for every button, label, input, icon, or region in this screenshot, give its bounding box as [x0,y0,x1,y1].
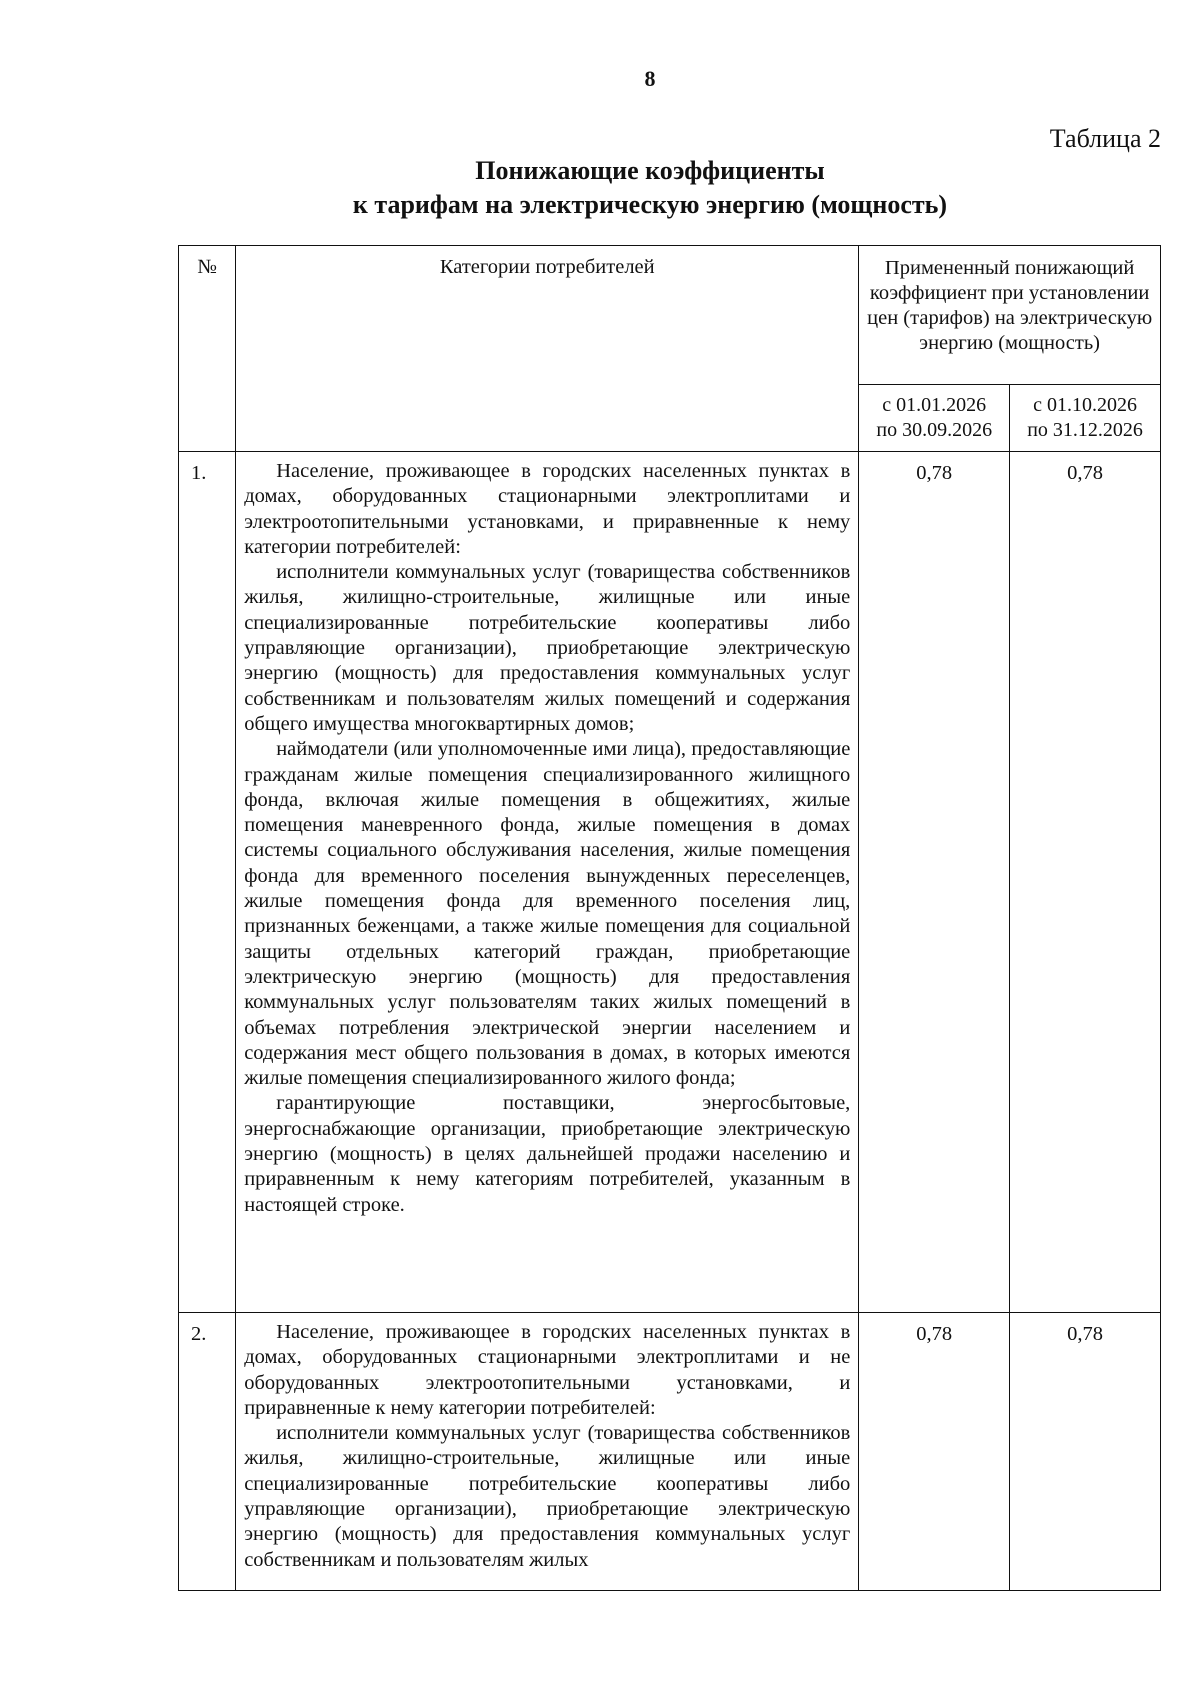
header-category: Категории потребителей [236,246,859,452]
period-2-end: по 31.12.2026 [1027,419,1143,441]
row-category [236,452,859,1313]
period-1-start: с 01.01.2026 [882,394,987,416]
row-number: 2. [179,1313,236,1591]
row-paragraph: исполнители коммунальных услуг (товарищества собственников жилья, жилищно-строительные, жилищные или иные специализированные потребительские кооперативы либо управляющие организации), приобретающие электрическую энергию (мощность) для предоставления коммунальных услуг собственникам и пользователям жилых [244,1422,851,1571]
header-period-1 [859,385,1010,452]
table-row [179,1313,1161,1591]
row-paragraph: Население, проживающее в городских населенных пунктах в домах, оборудованных стационарными электроплитами и электроотопительными установками, и приравненные к нему категории потребителей: [244,460,851,558]
page-title [215,154,1085,222]
row-paragraph: наймодатели (или уполномоченные ими лица), предоставляющие гражданам жилые помещения специализированного жилищного фонда, включая жилые помещения в общежитиях, жилые помещения маневренного фонда, жилые помещения в домах системы социального обслуживания населения, жилые помещения фонда для временного поселения вынужденных переселенцев, жилые помещения фонда для временного поселения лиц, признанных беженцами, а также жилые помещения для социальной защиты отдельных категорий граждан, приобретающие электрическую энергию (мощность) для предоставления коммунальных услуг пользователям таких жилых помещений в объемах потребления электрической энергии населением и содержания мест общего пользования в домах, в которых имеются жилые помещения специализированного жилого фонда; [244,738,851,1090]
coefficients-table [178,245,1161,1591]
header-applied-coefficient: Примененный понижающий коэффициент при установлении цен (тарифов) на электрическую энергию (мощность) [859,246,1161,385]
row-value-period-2: 0,78 [1010,452,1161,1313]
row-number: 1. [179,452,236,1313]
title-line-2: к тарифам на электрическую энергию (мощность) [352,190,948,219]
row-paragraph: гарантирующие поставщики, энергосбытовые, энергоснабжающие организации, приобретающие электрическую энергию (мощность) в целях дальнейшей продажи населению и приравненным к нему категориям потребителей, указанным в настоящей строке. [244,1092,851,1216]
period-1-end: по 30.09.2026 [876,419,993,441]
row-paragraph: исполнители коммунальных услуг (товарищества собственников жилья, жилищно-строительные, жилищные или иные специализированные потребительские кооперативы либо управляющие организации), приобретающие электрическую энергию (мощность) для предоставления коммунальных услуг собственникам и пользователям жилых помещений и содержания общего имущества многоквартирных домов; [244,561,851,735]
header-period-2 [1010,385,1161,452]
period-2-start: с 01.10.2026 [1033,394,1137,416]
header-num: № [179,246,236,452]
row-category [236,1313,859,1591]
page-number: 8 [644,66,656,91]
table-row [179,452,1161,1313]
table-label: Таблица 2 [1049,124,1161,153]
title-line-1: Понижающие коэффициенты [475,156,825,185]
row-paragraph: Население, проживающее в городских населенных пунктах в домах, оборудованных стационарными электроплитами и не оборудованных электроотопительными установками, и приравненные к нему категории потребителей: [244,1321,851,1419]
row-value-period-2: 0,78 [1010,1313,1161,1591]
row-value-period-1: 0,78 [859,452,1010,1313]
row-value-period-1: 0,78 [859,1313,1010,1591]
